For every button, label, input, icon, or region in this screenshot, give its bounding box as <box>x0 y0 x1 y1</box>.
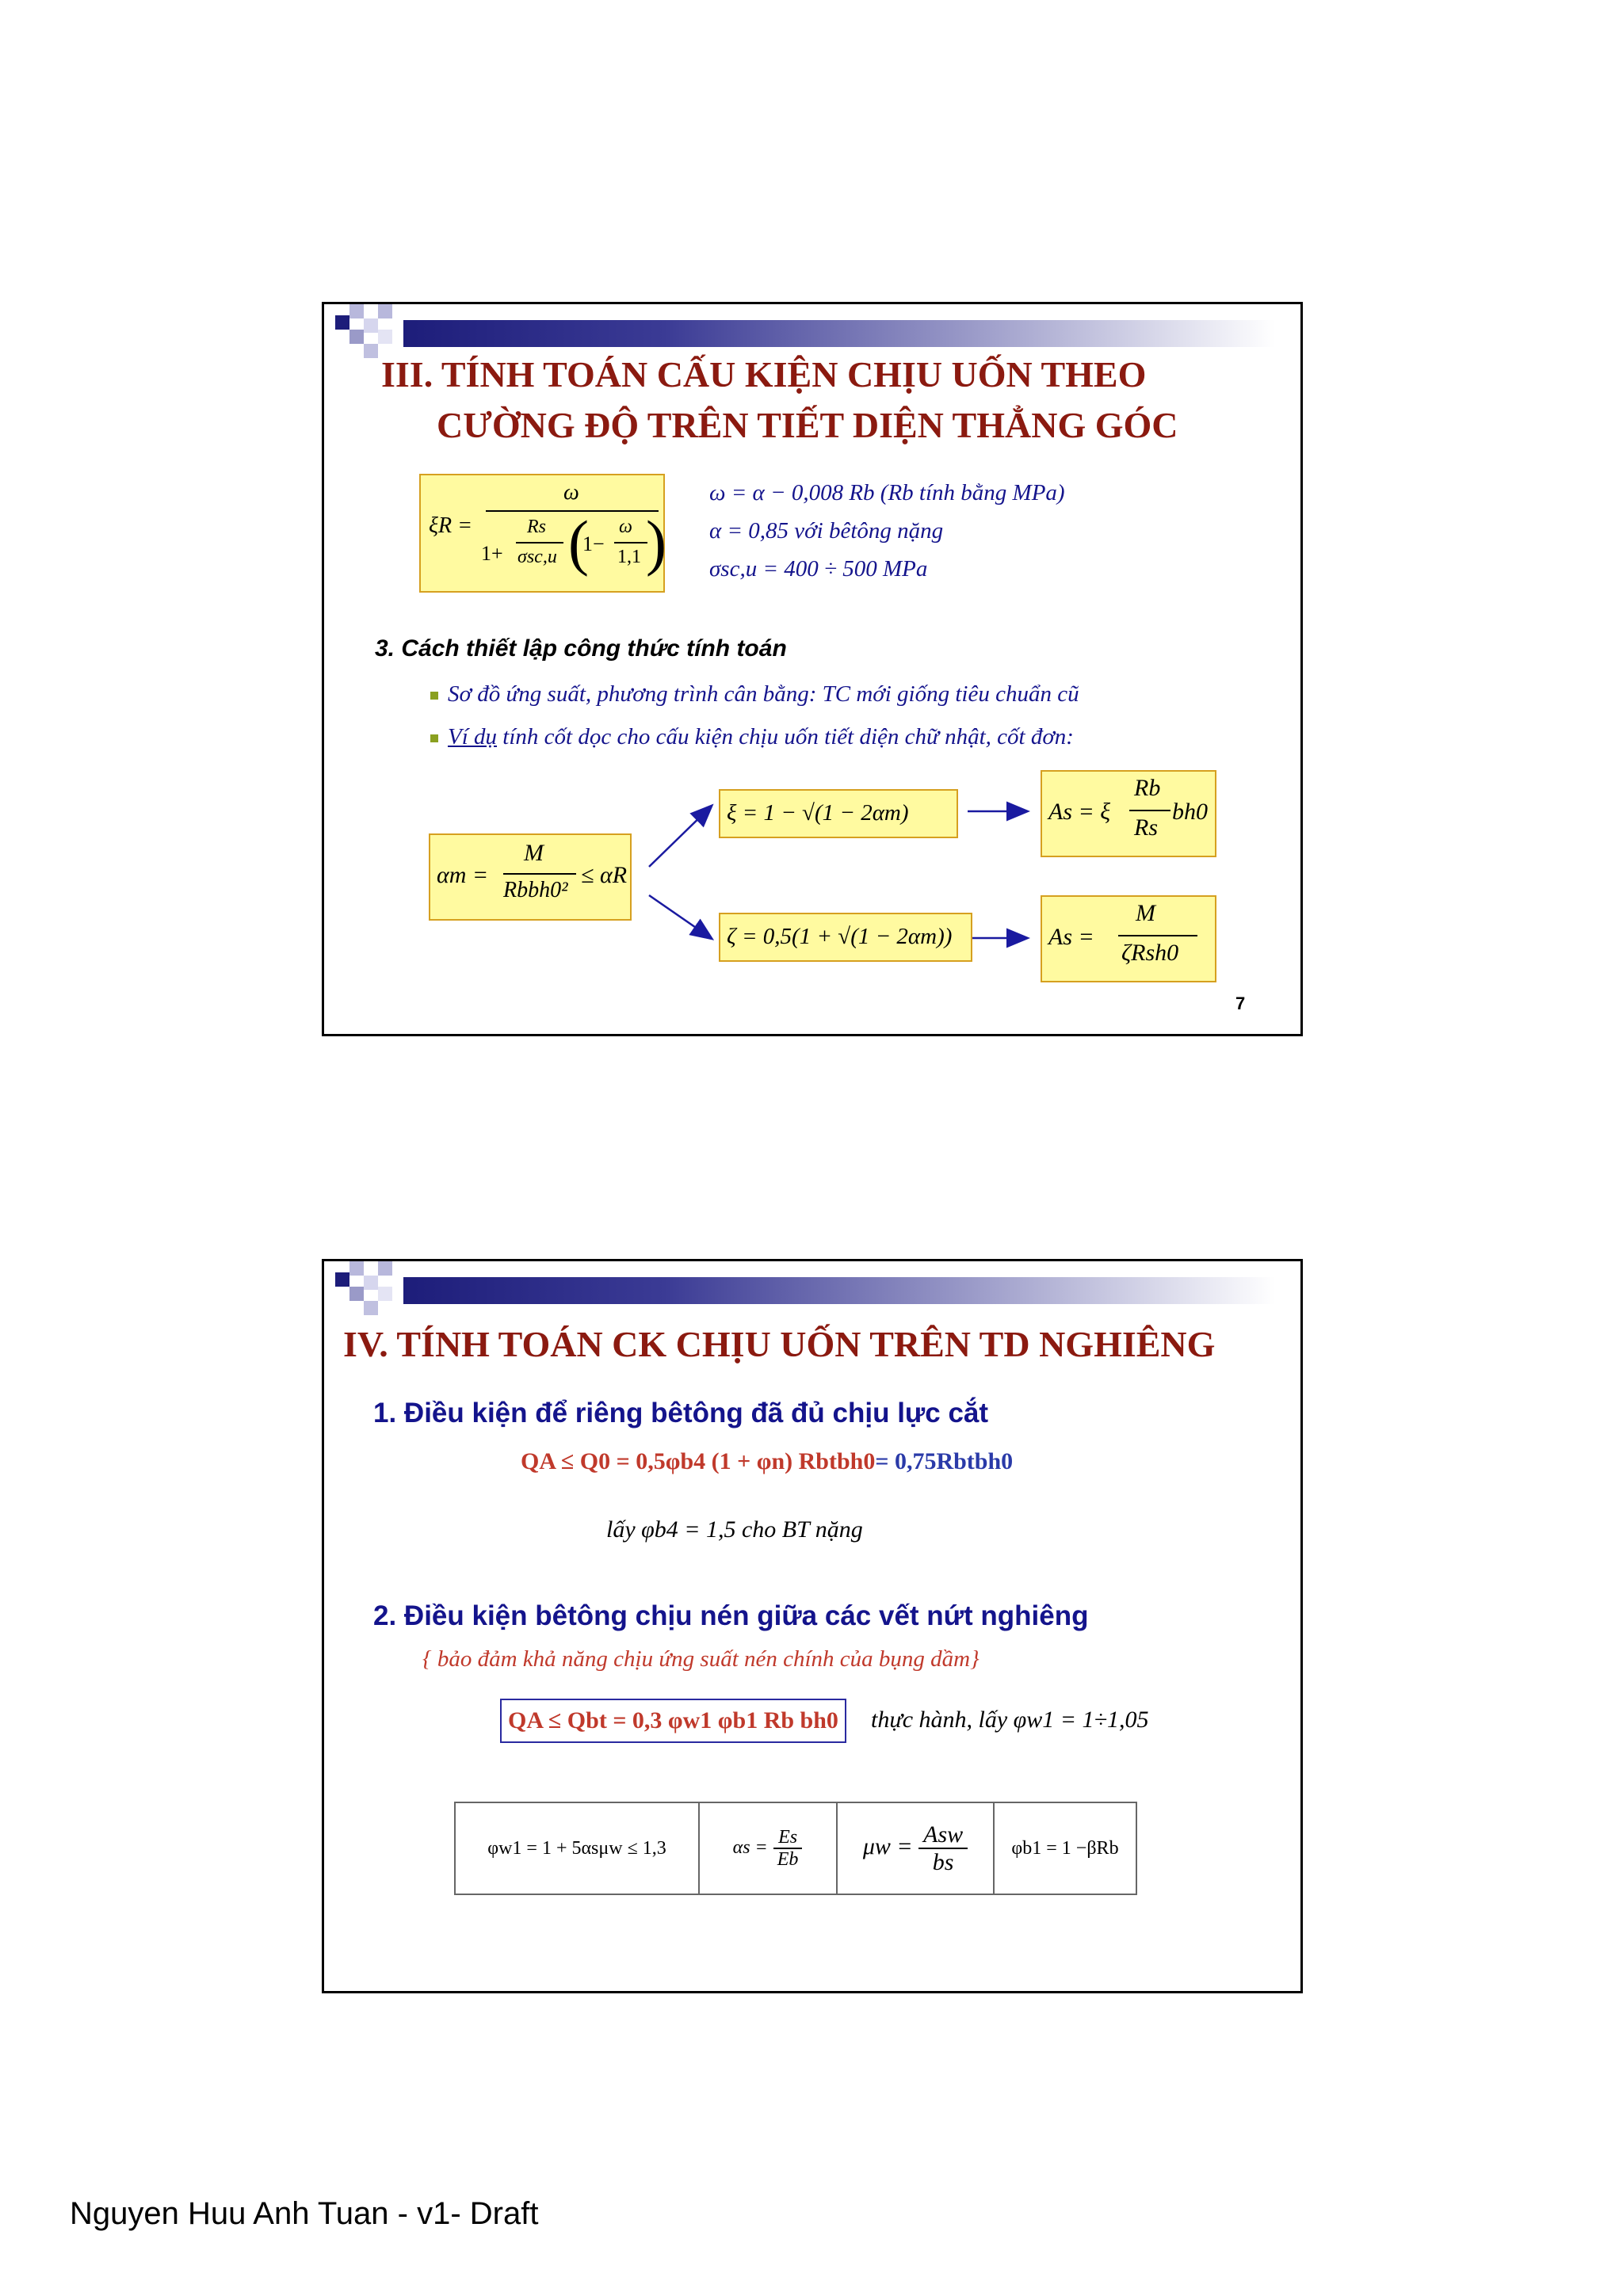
equation-1-red: QA ≤ Q0 = 0,5φb4 (1 + φn) Rbtbh0 <box>521 1448 876 1474</box>
equation-2: QA ≤ Qbt = 0,3 φw1 φb1 Rb bh0 <box>508 1707 838 1733</box>
as-formula-1-box <box>1041 770 1216 857</box>
as-formula-2-box <box>1041 895 1216 982</box>
table-row <box>455 1802 1136 1894</box>
as2-lhs: As = <box>1048 924 1094 950</box>
table-cell-alpha-s: αs = $\frac{Es}{Eb}$ <box>699 1802 837 1894</box>
heading-2: 2. Điều kiện bêtông chịu nén giữa các vết nứt nghiêng <box>373 1600 1089 1631</box>
xi-r-rs: Rs <box>527 517 546 537</box>
xi-r-one-minus: 1− <box>582 532 605 555</box>
note-1: lấy φb4 = 1,5 cho BT nặng <box>606 1516 863 1543</box>
slide-title-line1: III. TÍNH TOÁN CẤU KIỆN CHỊU UỐN THEO <box>381 354 1147 395</box>
xi-r-lhs: ξR = <box>429 513 472 538</box>
table-cell-mu-w: μw = $\frac{\text{Asw}}{bs}$ <box>837 1802 994 1894</box>
xi-r-numerator: ω <box>563 480 579 505</box>
bullet-1-text: Sơ đồ ứng suất, phương trình cân bằng: TC mới giống tiêu chuẩn cũ <box>448 681 1079 707</box>
zeta-formula: ζ = 0,5(1 + √(1 − 2αm)) <box>727 924 953 949</box>
xi-r-omega: ω <box>619 517 632 537</box>
section-heading: 3. Cách thiết lập công thức tính toán <box>375 635 787 662</box>
bullet-2-text: tính cốt dọc cho cấu kiện chịu uốn tiết diện chữ nhật, cốt đơn: <box>497 724 1074 749</box>
param-alpha: α = 0,85 với bêtông nặng <box>709 518 944 543</box>
xi-formula: ξ = 1 − √(1 − 2αm) <box>727 800 909 826</box>
note-2: { bảo đảm khả năng chịu ứng suất nén chính của bụng dầm} <box>422 1646 980 1672</box>
page-number: 7 <box>1235 994 1246 1013</box>
as2-num: M <box>1136 900 1155 926</box>
xi-r-one-plus: 1+ <box>481 542 503 565</box>
alpha-m-num: M <box>524 840 544 866</box>
parameter-table <box>454 1802 1137 1895</box>
slide-7 <box>322 302 1303 1036</box>
as2-den: ζRsh0 <box>1121 940 1179 966</box>
slide-8 <box>322 1259 1303 1993</box>
alpha-m-lhs: αm = <box>437 862 489 888</box>
slide-title: IV. TÍNH TOÁN CK CHỊU UỐN TRÊN TD NGHIÊNG <box>343 1324 1216 1364</box>
zeta-formula-box <box>719 913 972 962</box>
as1-lhs: As = ξ <box>1048 799 1111 825</box>
equation-1-blue: = 0,75Rbtbh0 <box>875 1448 1014 1474</box>
example-link[interactable]: Ví dụ <box>448 724 498 749</box>
slide-title-line2: CƯỜNG ĐỘ TRÊN TIẾT DIỆN THẲNG GÓC <box>437 405 1178 445</box>
alpha-m-den: Rbbh0² <box>503 878 568 902</box>
table-cell-phi-w1: φw1 = 1 + 5αsμw ≤ 1,3 <box>455 1802 699 1894</box>
equation-2-note: thực hành, lấy φw1 = 1÷1,05 <box>871 1707 1149 1733</box>
xi-r-sigma: σsc,u <box>517 547 557 567</box>
as1-den: Rs <box>1134 814 1158 841</box>
xi-r-formula-box: ξR = ω 1+ Rs σsc,u ( 1− ω 1,1 ) <box>419 474 665 593</box>
footer-author: Nguyen Huu Anh Tuan - v1- Draft <box>70 2196 539 2231</box>
as1-num: Rb <box>1134 775 1161 801</box>
param-sigma: σsc,u = 400 ÷ 500 MPa <box>709 556 928 582</box>
as1-rhs: bh0 <box>1172 799 1208 825</box>
table-cell-phi-b1: φb1 = 1 −βRb <box>994 1802 1136 1894</box>
xi-r-11: 1,1 <box>617 547 641 567</box>
heading-1: 1. Điều kiện để riêng bêtông đã đủ chịu lực cắt <box>373 1398 989 1428</box>
param-omega: ω = α − 0,008 Rb (Rb tính bằng MPa) <box>709 480 1065 505</box>
equation-1 <box>521 1448 1013 1475</box>
equation-2-box <box>500 1699 846 1743</box>
xi-formula-box <box>719 789 958 838</box>
alpha-m-rhs: ≤ αR <box>581 862 628 888</box>
